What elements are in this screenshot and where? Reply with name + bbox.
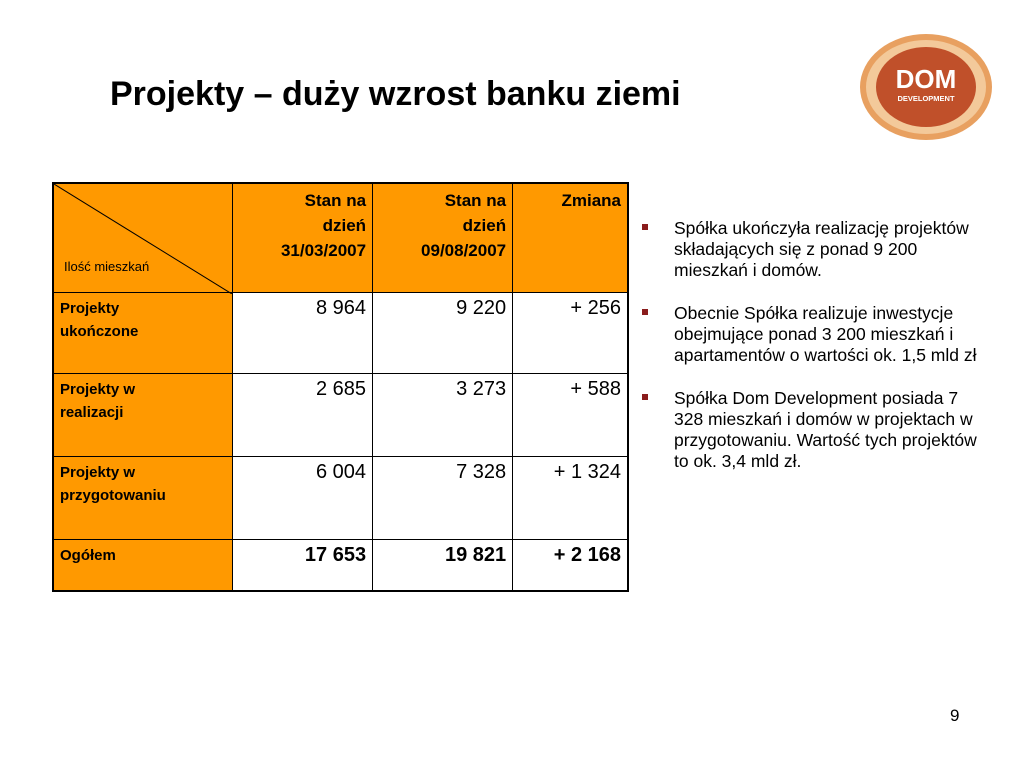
table-cell: 2 685: [233, 374, 373, 457]
table-cell: 8 964: [233, 293, 373, 374]
row-label: Projekty w realizacji: [53, 374, 233, 457]
table-cell: 19 821: [373, 540, 513, 592]
logo-text-sub: DEVELOPMENT: [897, 94, 955, 103]
bullet-square-icon: [642, 394, 648, 400]
table-cell: 7 328: [373, 457, 513, 540]
corner-label: Ilość mieszkań: [64, 259, 150, 274]
table-cell: + 588: [513, 374, 628, 457]
table-row-total: [53, 540, 628, 592]
slide-title: Projekty – duży wzrost banku ziemi: [110, 75, 681, 113]
row-label: Projekty w przygotowaniu: [53, 457, 233, 540]
table-cell: + 256: [513, 293, 628, 374]
table-cell: 6 004: [233, 457, 373, 540]
bullet-item: Spółka Dom Development posiada 7 328 mieszkań i domów w projektach w przygotowaniu. Wartość tych projektów to ok. 3,4 mld zł.: [638, 388, 983, 472]
dom-development-logo: [858, 30, 994, 142]
land-bank-table: [52, 182, 629, 592]
table-cell: + 1 324: [513, 457, 628, 540]
logo-graphic: [858, 30, 994, 142]
bullet-item: Obecnie Spółka realizuje inwestycje obejmujące ponad 3 200 mieszkań i apartamentów o wartości ok. 1,5 mld zł: [638, 303, 983, 366]
table-row-in-progress: [53, 374, 628, 457]
bullet-list: [638, 218, 983, 494]
logo-text-main: DOM: [895, 64, 957, 94]
table-header-row: [53, 183, 628, 293]
table-cell: 17 653: [233, 540, 373, 592]
corner-diagonal-line: [54, 184, 232, 294]
bullet-square-icon: [642, 224, 648, 230]
table-cell: 3 273: [373, 374, 513, 457]
table-row-in-preparation: [53, 457, 628, 540]
table-cell: 9 220: [373, 293, 513, 374]
header-date-1: Stan na dzień 31/03/2007: [233, 183, 373, 293]
header-change: Zmiana: [513, 183, 628, 293]
bullet-item: Spółka ukończyła realizację projektów składających się z ponad 9 200 mieszkań i domów.: [638, 218, 983, 281]
table-corner-cell: [53, 183, 233, 293]
bullet-square-icon: [642, 309, 648, 315]
row-label: Ogółem: [53, 540, 233, 592]
table-cell: + 2 168: [513, 540, 628, 592]
header-date-2: Stan na dzień 09/08/2007: [373, 183, 513, 293]
table-row-completed: [53, 293, 628, 374]
page-number: 9: [950, 706, 960, 725]
row-label: Projekty ukończone: [53, 293, 233, 374]
